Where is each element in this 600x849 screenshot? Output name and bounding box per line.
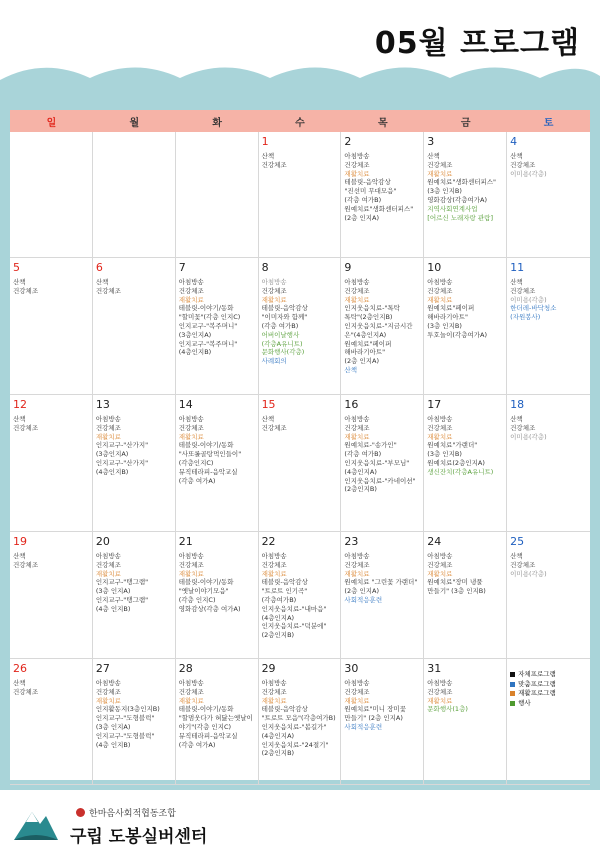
day-cell (259, 659, 342, 785)
schedule-item: 사례회의 (261, 357, 287, 366)
schedule-item: 아침방송 (344, 152, 370, 160)
day-cell (93, 659, 176, 785)
empty-day-cell (10, 132, 93, 258)
schedule-item: 건강체조 (95, 560, 121, 569)
day-cell (176, 532, 259, 659)
schedule-item: 테블릿-음악감상 (344, 178, 391, 187)
schedule-item: 건강체조 (261, 286, 287, 295)
day-number: 26 (13, 662, 27, 675)
schedule-item: 건강체조 (427, 560, 453, 569)
schedule-item: 영화감상(각층여가A) (427, 195, 488, 204)
day-number: 23 (344, 535, 359, 548)
day-cell (176, 395, 259, 532)
day-number: 6 (95, 261, 103, 274)
schedule-item: 아침방송 (427, 552, 453, 560)
day-cell (424, 659, 507, 785)
schedule-item: (각층 여가A) (178, 476, 216, 485)
schedule-item: 산책 (510, 152, 523, 160)
schedule-item: 재활치료 (427, 432, 453, 441)
schedule-item: 아침방송 (427, 278, 453, 286)
schedule-item: (3층 인지B) (427, 187, 462, 196)
schedule-item: 산책 (13, 552, 26, 560)
schedule-item: 재활치료 (344, 169, 370, 178)
day-cell (259, 132, 342, 258)
schedule-item: 아침방송 (95, 552, 121, 560)
schedule-item: 건강체조 (344, 687, 370, 696)
schedule-item: 재활치료 (178, 295, 204, 304)
schedule-item: 은"(4층인지A) (344, 330, 387, 339)
schedule-item: 재활치료 (427, 569, 453, 578)
schedule-item: 건강체조 (261, 687, 287, 696)
day-cell (424, 395, 507, 532)
schedule-item: 재활치료 (427, 295, 453, 304)
schedule-item: 인지웃음치료-"카네이션" (344, 476, 416, 485)
day-cell (10, 395, 93, 532)
schedule-item: 아침방송 (178, 679, 204, 687)
legend-item (510, 680, 588, 690)
schedule-item: "트로트 인기곡" (261, 587, 308, 596)
schedule-item: 건강체조 (344, 423, 370, 432)
org-name-small (76, 806, 176, 819)
schedule-item: 뮤직테라피-음악교실 (178, 467, 238, 476)
schedule-item: 아침방송 (344, 552, 370, 560)
weekday-label: 화 (212, 117, 222, 129)
schedule-item: 산책 (261, 415, 275, 423)
day-number: 8 (261, 261, 269, 274)
schedule-item: (각층 여가B) (344, 195, 382, 204)
schedule-item: (각층인지C) (178, 458, 214, 467)
calendar-grid (10, 132, 590, 785)
schedule-item: 아침방송 (261, 679, 287, 687)
schedule-item: 재활치료 (427, 696, 453, 705)
legend (507, 659, 590, 785)
schedule-item: 산책 (510, 415, 523, 423)
schedule-item: 아침방송 (178, 278, 204, 286)
legend-label: 자체프로그램 (518, 670, 556, 678)
day-number: 22 (261, 535, 276, 548)
schedule-item: 영화감상(각층 여가A) (178, 604, 241, 613)
day-cell (507, 532, 590, 659)
schedule-item: 인지교구-"복주머니" (178, 321, 238, 330)
legend-item (510, 670, 588, 680)
schedule-item: "진선미 무대모음" (344, 187, 397, 196)
schedule-item: 건강체조 (344, 286, 370, 295)
schedule-item: 아침방송 (344, 679, 370, 687)
day-cell (176, 659, 259, 785)
schedule-item: (4층인지B) (95, 467, 129, 476)
schedule-item: 건강체조 (13, 286, 39, 295)
schedule-item: 인지교구-"도형블럭" (95, 714, 155, 723)
legend-label: 맞춤프로그램 (518, 679, 556, 688)
day-cell (259, 258, 342, 395)
schedule-item: 원예치료(2층인지A) (427, 458, 485, 467)
schedule-item: 건강체조 (427, 286, 453, 295)
schedule-item: 지역사회연계사업 (427, 204, 478, 213)
legend-label: 행사 (518, 698, 531, 707)
schedule-item: 산책 (344, 365, 357, 374)
schedule-item: 이미용(각층) (510, 569, 547, 578)
day-number: 14 (178, 398, 193, 411)
day-cell (93, 395, 176, 532)
weekday-label: 수 (295, 117, 305, 129)
schedule-item: 원예치료 "그린꽃 가랜더" (344, 578, 418, 587)
day-number: 30 (344, 662, 359, 675)
schedule-item: 사회적응훈련 (344, 722, 383, 731)
legend-item (510, 699, 588, 709)
schedule-item: 아침방송 (95, 415, 121, 423)
day-cell (93, 532, 176, 659)
schedule-item: 건강체조 (178, 423, 204, 432)
schedule-item: (3층 인지A) (95, 587, 131, 596)
schedule-item: 산책 (427, 152, 440, 160)
schedule-item: 테블릿-음악감상 (261, 578, 308, 587)
schedule-item: 산책 (261, 152, 275, 160)
schedule-item: 재활치료 (261, 569, 287, 578)
schedule-item: 인지웃음치료-"부모님" (344, 458, 410, 467)
schedule-item: (2층인지B) (261, 749, 295, 758)
schedule-item: 건강체조 (13, 560, 39, 569)
schedule-item: 테블릿-음악감상 (261, 304, 308, 313)
schedule-item: 만들기" (2층 인지A) (344, 714, 403, 723)
schedule-item: (3층인지A) (178, 330, 212, 339)
schedule-item: 인지웃음치료-"지금시간 (344, 321, 413, 330)
schedule-item: 건강체조 (261, 560, 287, 569)
day-number: 13 (95, 398, 110, 411)
schedule-item: "할미꽃"(각층 인지C) (178, 313, 241, 322)
schedule-item: 아침방송 (261, 278, 287, 286)
schedule-item: 재활치료 (344, 696, 370, 705)
weekday-label: 일 (46, 117, 57, 129)
schedule-item: 인지교구-"도형블럭" (95, 731, 155, 740)
schedule-item: 건강체조 (95, 423, 121, 432)
schedule-item: 산책 (13, 415, 26, 423)
schedule-item: (각층 여가B) (261, 321, 299, 330)
schedule-item: 재활치료 (261, 696, 287, 705)
weekday-label: 월 (129, 117, 140, 129)
schedule-item: 테블릿-이야기/동화 (178, 304, 234, 313)
schedule-item: (2층 인지A) (344, 213, 379, 222)
schedule-item: 건강체조 (510, 286, 536, 295)
schedule-item: 산책 (510, 278, 523, 286)
day-number: 10 (427, 261, 442, 274)
schedule-item: 건강체조 (510, 423, 536, 432)
schedule-item: 톡탁"(2층인지B) (344, 313, 393, 322)
schedule-item: 재활치료 (95, 569, 121, 578)
schedule-item: (2층인지B) (344, 485, 377, 494)
schedule-item: 아침방송 (344, 415, 370, 423)
schedule-item: 재활치료 (261, 295, 287, 304)
day-number: 21 (178, 535, 193, 548)
day-number: 28 (178, 662, 193, 675)
schedule-item: 인지웃음치료-"봄길가" (261, 722, 327, 731)
day-cell (93, 258, 176, 395)
schedule-item: 재활치료 (344, 295, 370, 304)
schedule-item: 인지웃음치료-"24절기" (261, 740, 329, 749)
schedule-item: (4층인지A) (261, 731, 295, 740)
schedule-item: (4층인지B) (178, 348, 212, 357)
day-number: 12 (13, 398, 27, 411)
day-number: 1 (261, 135, 269, 148)
schedule-item: 원예치료"미니 장미꽃 (344, 705, 406, 714)
schedule-item: 원예치료"페이퍼 (344, 339, 392, 348)
schedule-item: (3층 인지B) (427, 450, 462, 459)
schedule-item: 이미용(각층) (510, 295, 547, 304)
schedule-item: 인지교구-"산가지" (95, 458, 149, 467)
day-number: 4 (510, 135, 518, 148)
calendar (10, 110, 590, 780)
day-cell (10, 258, 93, 395)
schedule-item: 건강체조 (427, 423, 453, 432)
day-cell (424, 532, 507, 659)
day-cell (10, 532, 93, 659)
schedule-item: "이미자와 함께" (261, 313, 308, 322)
day-number: 15 (261, 398, 276, 411)
schedule-item: 생신잔치(각층A유니트) (427, 467, 494, 476)
day-number: 31 (427, 662, 442, 675)
schedule-item: 투호놀이(각층여가A) (427, 330, 488, 339)
schedule-item: 재활치료 (344, 432, 370, 441)
schedule-item: 만들기" (3층 인지B) (427, 587, 486, 596)
schedule-item: (4층 인지B) (95, 740, 131, 749)
legend-swatch-icon (510, 672, 515, 677)
schedule-item: 테블릿-이야기/동화 (178, 578, 234, 587)
schedule-item: 해바라기아트" (344, 348, 386, 357)
org-name: 구립 도봉실버센터 (70, 827, 208, 847)
schedule-item: 인지웃음치료-"덕분에" (261, 622, 327, 631)
day-cell (341, 532, 424, 659)
day-cell (424, 132, 507, 258)
day-number: 19 (13, 535, 27, 548)
schedule-item: 원예치료"생화센터피스" (427, 178, 497, 187)
schedule-item: 아침방송 (178, 552, 204, 560)
day-number: 27 (95, 662, 110, 675)
schedule-item: 재활치료 (427, 169, 453, 178)
schedule-item: 이미용(각층) (510, 169, 547, 178)
schedule-item: 아침방송 (95, 679, 121, 687)
schedule-item: 뮤직테라피-음악교실 (178, 731, 238, 740)
schedule-item: 산책 (510, 552, 523, 560)
schedule-item: 건강체조 (178, 286, 204, 295)
schedule-item: 원예치료"가랜더" (427, 441, 478, 450)
page-title: 05월 프로그램 (374, 26, 580, 61)
weekday-label: 금 (460, 117, 471, 129)
legend-swatch-icon (510, 691, 515, 696)
day-number: 2 (344, 135, 352, 148)
day-cell (507, 258, 590, 395)
day-number: 20 (95, 535, 110, 548)
schedule-item: 인지활동지(3층인지B) (95, 705, 160, 714)
day-number: 18 (510, 398, 525, 411)
schedule-item: 이미용(각층) (510, 432, 547, 441)
day-cell (341, 132, 424, 258)
schedule-item: 건강체조 (178, 687, 204, 696)
schedule-item: 재활치료 (95, 432, 121, 441)
day-cell (507, 395, 590, 532)
day-number: 25 (510, 535, 525, 548)
schedule-item: (각층A유니트) (261, 339, 303, 348)
schedule-item: 건강체조 (427, 160, 453, 169)
schedule-item: 산책 (13, 278, 26, 286)
schedule-item: 원예치료"생화센터피스" (344, 204, 414, 213)
schedule-item: 테블릿-음악감상 (261, 705, 308, 714)
schedule-item: (각층 여가A) (178, 740, 216, 749)
schedule-item: 산책 (95, 278, 109, 286)
day-cell (176, 258, 259, 395)
schedule-item: 해바라기아트" (427, 313, 468, 322)
schedule-item: 건강체조 (95, 687, 121, 696)
day-number: 24 (427, 535, 442, 548)
schedule-item: 건강체조 (427, 687, 453, 696)
schedule-item: 건강체조 (178, 560, 204, 569)
schedule-item: (4층인지A) (261, 613, 295, 622)
schedule-item: 문화행사(1층) (427, 705, 468, 714)
schedule-item: 산책 (13, 679, 26, 687)
schedule-item: 인지교구-"탱그램" (95, 595, 149, 604)
schedule-item: 건강체조 (344, 160, 370, 169)
org-name-small-text: 한마음사회적협동조합 (89, 809, 176, 819)
schedule-item: 원예치료"페이퍼 (427, 304, 475, 313)
schedule-item: (4층 인지B) (95, 604, 131, 613)
schedule-item: 건강체조 (510, 160, 536, 169)
schedule-item: (각층 여가B) (344, 450, 382, 459)
schedule-item: "사또롤골탕먹인들이" (178, 450, 242, 459)
day-cell (424, 258, 507, 395)
schedule-item: 사회적응훈련 (344, 595, 383, 604)
day-cell (10, 659, 93, 785)
schedule-item: 야기"(각층 인지C) (178, 722, 232, 731)
schedule-item: (2층인지B) (261, 631, 295, 640)
schedule-item: (각층 인지C) (178, 595, 216, 604)
empty-day-cell (93, 132, 176, 258)
schedule-item: 아침방송 (261, 552, 287, 560)
footer (0, 798, 600, 849)
schedule-item: 아침방송 (178, 415, 204, 423)
schedule-item: (4층인지A) (344, 467, 377, 476)
schedule-item: (3층인지A) (95, 450, 129, 459)
weekday-label: 목 (378, 117, 388, 129)
day-number: 9 (344, 261, 352, 274)
schedule-item: [어르신 노래자랑 관람] (427, 213, 493, 222)
schedule-item: 인지교구-"탱그램" (95, 578, 149, 587)
day-cell (259, 532, 342, 659)
day-number: 29 (261, 662, 276, 675)
day-number: 3 (427, 135, 435, 148)
schedule-item: 아침방송 (427, 415, 453, 423)
schedule-item: 한더레-바닥청소 (510, 304, 557, 313)
schedule-item: 재활치료 (178, 696, 204, 705)
schedule-item: 어버이날행사 (261, 330, 300, 339)
schedule-item: 건강체조 (261, 160, 287, 169)
schedule-item: 원예치료-"송가인" (344, 441, 397, 450)
schedule-item: 재활치료 (95, 696, 121, 705)
day-cell (341, 395, 424, 532)
schedule-item: "옛날이야기모음" (178, 587, 229, 596)
schedule-item: 문화행사(각층) (261, 348, 305, 357)
schedule-item: 아침방송 (427, 679, 453, 687)
schedule-item: 건강체조 (344, 560, 370, 569)
schedule-item: 재활치료 (344, 569, 370, 578)
day-number: 17 (427, 398, 442, 411)
day-cell (341, 659, 424, 785)
schedule-item: 원예치료"장미 냉풀 (427, 578, 483, 587)
empty-day-cell (176, 132, 259, 258)
org-dot-icon (76, 808, 85, 817)
schedule-item: "할멈웃다가 혀닳는옛날이 (178, 714, 253, 723)
legend-label: 재활프로그램 (518, 689, 556, 697)
day-number: 7 (178, 261, 186, 274)
schedule-item: 재활치료 (178, 569, 204, 578)
schedule-item: 건강체조 (510, 560, 536, 569)
schedule-item: 건강체조 (95, 286, 121, 295)
schedule-item: (3층 인지A) (95, 722, 131, 731)
schedule-item: 아침방송 (344, 278, 370, 286)
schedule-item: 건강체조 (13, 687, 39, 696)
schedule-item: 건강체조 (261, 423, 287, 432)
day-number: 11 (510, 261, 525, 274)
schedule-item: 테블릿-이야기/동화 (178, 705, 234, 714)
schedule-item: (3층 인지B) (427, 321, 462, 330)
day-cell (341, 258, 424, 395)
schedule-item: 테블릿-이야기/동화 (178, 441, 234, 450)
schedule-item: 인지웃음치료-"톡탁 (344, 304, 400, 313)
schedule-item: 인지교구-"복주머니" (178, 339, 238, 348)
mountain-logo-icon (12, 806, 60, 842)
day-cell (507, 132, 590, 258)
schedule-item: (2층 인지A) (344, 587, 379, 596)
schedule-item: "트로트 모음"(각층여가B) (261, 714, 336, 723)
day-cell (259, 395, 342, 532)
schedule-item: (각층여가B) (261, 595, 297, 604)
schedule-item: (2층 인지A) (344, 357, 379, 366)
legend-swatch-icon (510, 701, 515, 706)
legend-swatch-icon (510, 682, 515, 687)
legend-item (510, 689, 588, 699)
schedule-item: 재활치료 (178, 432, 204, 441)
schedule-item: (자원봉사) (510, 313, 541, 322)
schedule-item: 인지교구-"산가지" (95, 441, 149, 450)
weekday-header (10, 110, 590, 132)
schedule-item: 건강체조 (13, 423, 39, 432)
schedule-item: 인지웃음치료-"내마음" (261, 604, 327, 613)
day-number: 16 (344, 398, 359, 411)
day-number: 5 (13, 261, 20, 274)
weekday-label: 토 (543, 117, 554, 129)
